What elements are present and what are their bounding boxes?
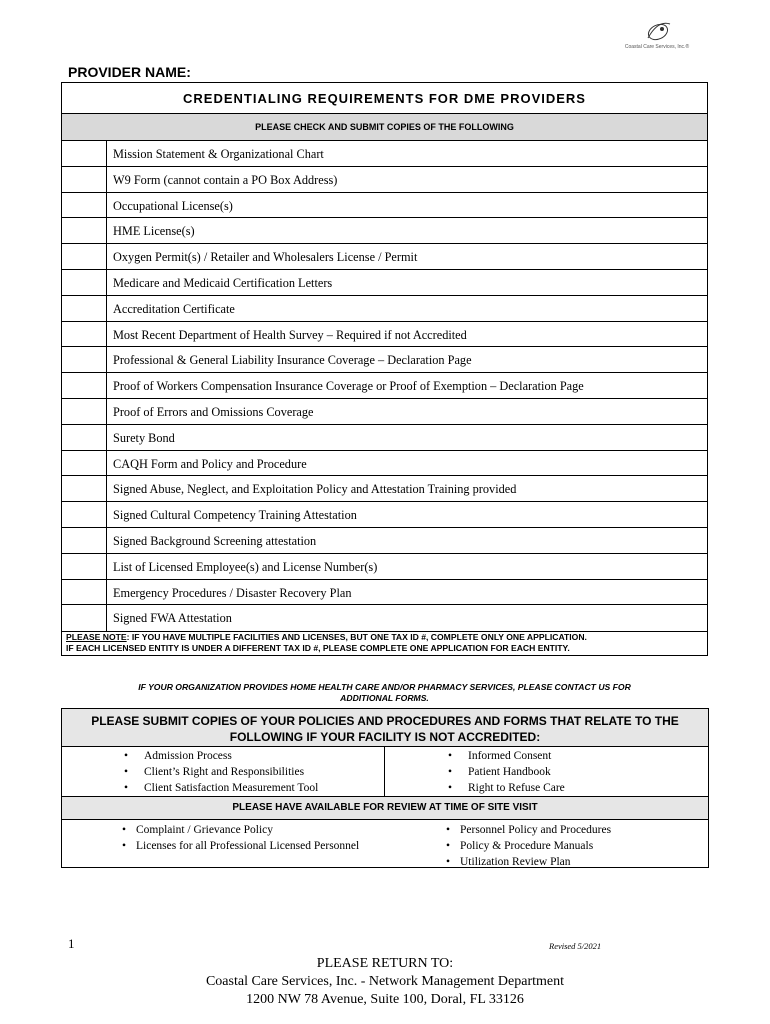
checklist-row [62,502,707,528]
return-heading: PLEASE RETURN TO: [316,956,454,971]
revised-date: Revised 5/2021 [549,941,602,951]
checklist-item-label: Most Recent Department of Health Survey – Required if not Accredited [113,327,467,342]
company-logo-icon [612,16,702,56]
policies-left-list [62,747,384,796]
checklist-item-label: CAQH Form and Policy and Procedure [113,456,307,471]
checklist-row [62,296,707,322]
list-item: • Licenses for all Professional Licensed Personnel [136,838,385,854]
logo-text: Coastal Care Services, Inc.® [624,44,690,50]
site-visit-left-list [62,820,385,854]
checkbox-cell[interactable] [62,451,107,476]
checklist-item-label: Proof of Workers Compensation Insurance Coverage or Proof of Exemption – Declaration Page [113,379,584,394]
policies-heading-line-1: PLEASE SUBMIT COPIES OF YOUR POLICIES AND PROCEDURES AND FORMS THAT RELATE TO THE [91,714,679,728]
checkbox-cell[interactable] [62,425,107,450]
checklist-item-label: Surety Bond [113,430,175,445]
checklist-row [62,244,707,270]
credentialing-table [61,82,708,656]
checklist-row [62,218,707,244]
return-address [0,955,770,1009]
policies-heading [62,709,708,747]
page-number: 1 [68,936,75,951]
credentialing-title: CREDENTIALING REQUIREMENTS FOR DME PROVIDERS [62,83,707,114]
note-line-2: IF EACH LICENSED ENTITY IS UNDER A DIFFERENT TAX ID #, PLEASE COMPLETE ONE APPLICATION FOR EACH ENTITY. [66,643,570,653]
checkbox-cell[interactable] [62,580,107,605]
checklist-row [62,270,707,296]
site-visit-heading: PLEASE HAVE AVAILABLE FOR REVIEW AT TIME OF SITE VISIT [62,797,708,820]
list-item: • Utilization Review Plan [460,854,708,870]
home-health-notice [61,682,708,704]
checkbox-cell[interactable] [62,296,107,321]
return-organization: Coastal Care Services, Inc. - Network Management Department [205,974,565,989]
checklist-item-label: Oxygen Permit(s) / Retailer and Wholesalers License / Permit [113,250,418,265]
checkbox-cell[interactable] [62,528,107,553]
checklist-item-label: Accreditation Certificate [113,301,235,316]
list-item: • Client’s Right and Responsibilities [144,764,384,780]
checklist-row [62,167,707,193]
site-visit-right-list [385,820,708,870]
list-item: • Complaint / Grievance Policy [136,822,385,838]
home-health-line-1: IF YOUR ORGANIZATION PROVIDES HOME HEALTH CARE AND/OR PHARMACY SERVICES, PLEASE CONTACT US FOR [138,682,631,692]
checklist-row [62,580,707,606]
list-item: • Policy & Procedure Manuals [460,838,708,854]
checklist-item-label: Occupational License(s) [113,198,233,213]
checklist-row [62,451,707,477]
checklist-item-label: Signed Background Screening attestation [113,533,317,548]
checkbox-cell[interactable] [62,270,107,295]
checkbox-cell[interactable] [62,373,107,398]
policies-right-list [385,747,708,796]
credentialing-subheading: PLEASE CHECK AND SUBMIT COPIES OF THE FOLLOWING [62,114,707,141]
checklist-row [62,322,707,348]
checkbox-cell[interactable] [62,218,107,243]
list-item: • Patient Handbook [468,764,708,780]
checklist-item-label: Mission Statement & Organizational Chart [113,147,324,161]
checkbox-cell[interactable] [62,244,107,269]
multiple-facilities-note [61,631,708,654]
checklist-item-label: Emergency Procedures / Disaster Recovery Plan [113,585,352,600]
checkbox-cell[interactable] [62,605,107,631]
checklist-row [62,425,707,451]
checkbox-cell[interactable] [62,554,107,579]
list-item: • Admission Process [144,748,384,764]
home-health-line-2: ADDITIONAL FORMS. [340,693,429,703]
checkbox-cell[interactable] [62,502,107,527]
checklist-item-label: W9 Form (cannot contain a PO Box Address) [113,172,338,187]
site-visit-list [62,820,708,870]
checklist-row [62,193,707,219]
checklist-item-label: Signed Cultural Competency Training Attestation [113,508,357,523]
return-street-address: 1200 NW 78 Avenue, Suite 100, Doral, FL 33126 [246,992,524,1007]
checkbox-cell[interactable] [62,141,107,166]
checklist-item-label: HME License(s) [113,224,195,239]
list-item: • Right to Refuse Care [468,780,708,796]
checklist [62,141,707,631]
checklist-row [62,141,707,167]
policies-heading-line-2: FOLLOWING IF YOUR FACILITY IS NOT ACCREDITED: [229,730,541,744]
list-item: • Personnel Policy and Procedures [460,822,708,838]
checklist-row [62,399,707,425]
checklist-row [62,373,707,399]
checkbox-cell[interactable] [62,193,107,218]
policies-list [62,747,708,797]
policies-table [61,708,709,868]
checkbox-cell[interactable] [62,167,107,192]
checklist-row [62,347,707,373]
note-label: PLEASE NOTE [66,632,127,642]
checklist-item-label: Signed Abuse, Neglect, and Exploitation Policy and Attestation Training provided [113,482,517,497]
list-item: • Informed Consent [468,748,708,764]
checkbox-cell[interactable] [62,476,107,501]
checklist-row [62,554,707,580]
note-line-1: : IF YOU HAVE MULTIPLE FACILITIES AND LICENSES, BUT ONE TAX ID #, COMPLETE ONLY ONE APPLICATION. [126,632,587,642]
provider-name-label: PROVIDER NAME: [68,64,191,80]
checkbox-cell[interactable] [62,399,107,424]
checklist-item-label: Professional & General Liability Insurance Coverage – Declaration Page [113,353,472,368]
list-item: • Client Satisfaction Measurement Tool [144,780,384,796]
checklist-row [62,528,707,554]
checklist-row [62,476,707,502]
checklist-item-label: Signed FWA Attestation [113,611,232,626]
checklist-item-label: Medicare and Medicaid Certification Letters [113,275,333,290]
checklist-item-label: List of Licensed Employee(s) and License Number(s) [113,559,378,574]
checkbox-cell[interactable] [62,347,107,372]
checkbox-cell[interactable] [62,322,107,347]
checklist-item-label: Proof of Errors and Omissions Coverage [113,404,314,419]
checklist-row [62,605,707,631]
